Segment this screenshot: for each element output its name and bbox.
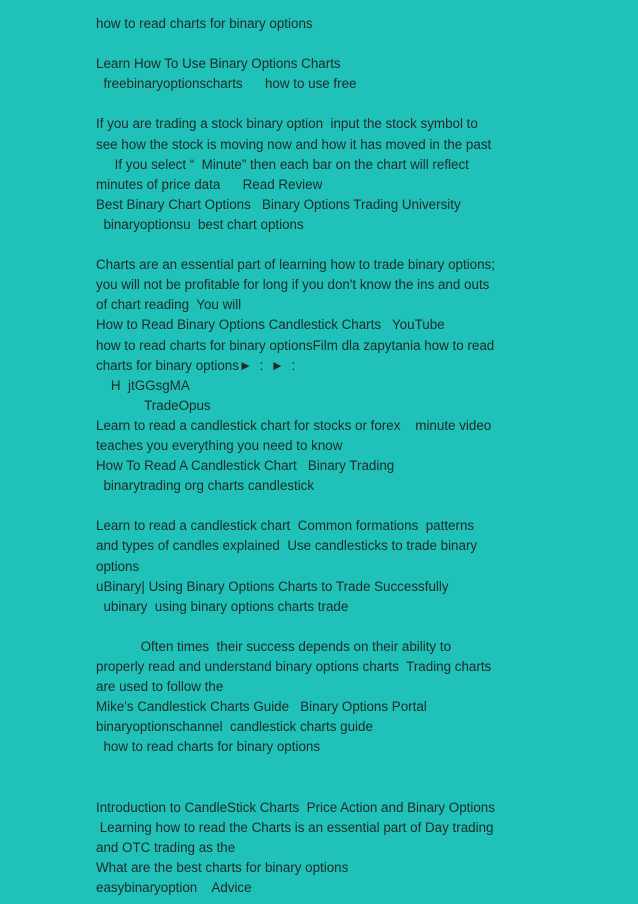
text-line: how to read charts for binary options bbox=[96, 739, 321, 755]
text-line: of chart reading You will bbox=[96, 297, 242, 313]
text-line: binaryoptionsu best chart options bbox=[96, 216, 304, 232]
text-line: charts for binary options► : ► : bbox=[96, 357, 296, 373]
text-line: How To Read A Candlestick Chart Binary Trading bbox=[96, 458, 395, 474]
text-line: minutes of price data Read Review bbox=[96, 176, 323, 192]
text-line: If you are trading a stock binary option input the stock symbol to bbox=[96, 116, 478, 132]
text-line bbox=[96, 496, 536, 516]
text-line: and OTC trading as the bbox=[96, 839, 236, 855]
text-line: easybinaryoption Advice bbox=[96, 880, 252, 896]
text-line: freebinaryoptionscharts how to use free bbox=[96, 76, 357, 92]
text-line: Often times their success depends on their ability to bbox=[96, 638, 452, 654]
text-line bbox=[96, 757, 536, 777]
text-line: TradeOpus bbox=[96, 397, 211, 413]
text-line: uBinary| Using Binary Options Charts to Trade Successfully bbox=[96, 578, 449, 594]
text-line: ubinary using binary options charts trade bbox=[96, 598, 349, 614]
text-line bbox=[96, 94, 536, 114]
text-line: properly read and understand binary options charts Trading charts bbox=[96, 659, 492, 674]
text-line: binarytrading org charts candlestick bbox=[96, 478, 315, 494]
text-line: Learn to read a candlestick chart Common formations patterns bbox=[96, 518, 475, 534]
text-line: What are the best charts for binary options bbox=[96, 859, 349, 875]
text-line: teaches you everything you need to know bbox=[96, 437, 343, 453]
text-line: H jtGGsgMA bbox=[96, 377, 190, 393]
text-line bbox=[96, 235, 536, 255]
text-line: how to read charts for binary optionsFilm dla zapytania how to read bbox=[96, 337, 495, 353]
text-line: Learn How To Use Binary Options Charts bbox=[96, 56, 341, 72]
text-line: you will not be profitable for long if you don't know the ins and outs bbox=[96, 277, 490, 293]
text-line: how to read charts for binary options bbox=[96, 16, 313, 31]
text-line: are used to follow the bbox=[96, 679, 224, 695]
text-line bbox=[96, 617, 536, 637]
text-line bbox=[96, 778, 536, 798]
text-line: Learn to read a candlestick chart for stocks or forex minute video bbox=[96, 417, 492, 433]
text-line: Mike's Candlestick Charts Guide Binary Options Portal bbox=[96, 699, 427, 715]
text-line: If you select “ Minute” then each bar on the chart will reflect bbox=[96, 156, 469, 172]
text-line: see how the stock is moving now and how it has moved in the past bbox=[96, 136, 492, 152]
text-line bbox=[96, 34, 536, 54]
text-line: How to Read Binary Options Candlestick Charts YouTube bbox=[96, 317, 445, 333]
text-line: Charts are an essential part of learning how to trade binary options; bbox=[96, 257, 495, 273]
text-line: Introduction to CandleStick Charts Price Action and Binary Options bbox=[96, 799, 495, 815]
text-line: and types of candles explained Use candlesticks to trade binary bbox=[96, 538, 478, 554]
text-line: options bbox=[96, 558, 140, 574]
text-line: binaryoptionschannel candlestick charts guide bbox=[96, 719, 373, 735]
text-line: Learning how to read the Charts is an essential part of Day trading bbox=[96, 819, 494, 835]
text-line: Best Binary Chart Options Binary Options Trading University bbox=[96, 196, 461, 212]
